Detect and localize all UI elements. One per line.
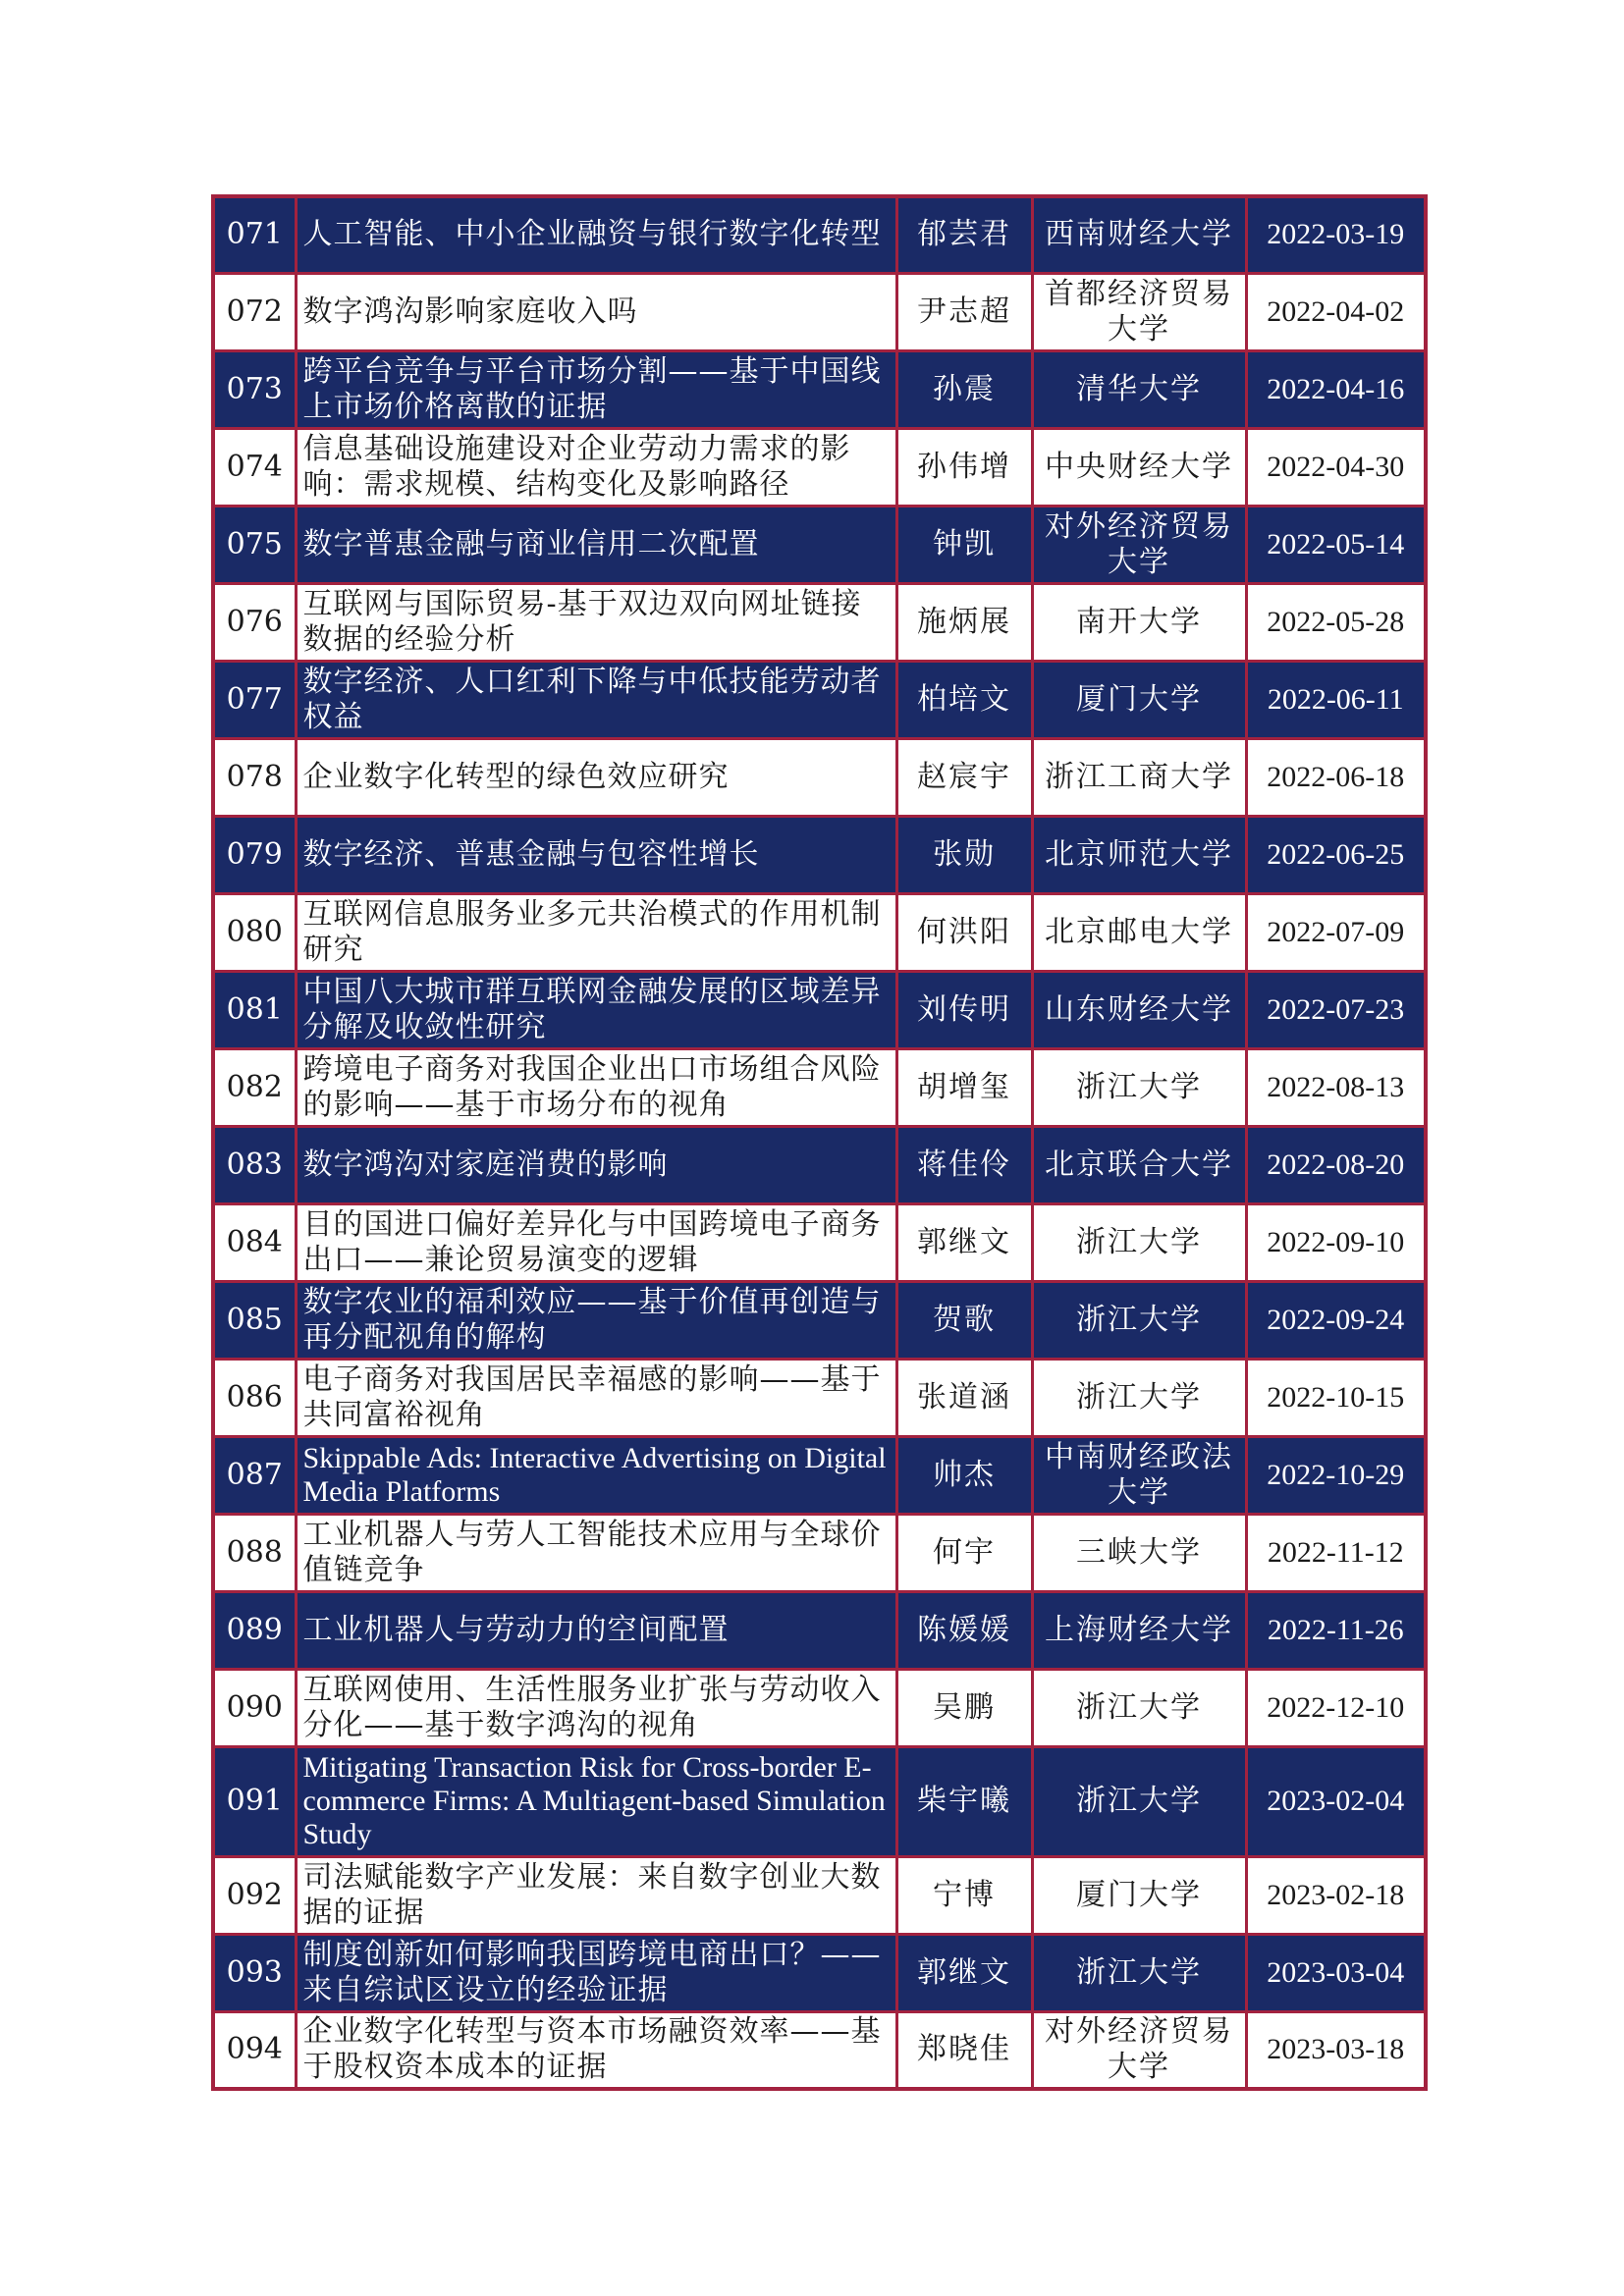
table-row bbox=[213, 273, 1426, 350]
serial-number: 089 bbox=[213, 1591, 296, 1669]
presentation-date: 2022-11-12 bbox=[1246, 1514, 1426, 1591]
serial-number: 092 bbox=[213, 1856, 296, 1934]
presentation-date: 2022-06-25 bbox=[1246, 816, 1426, 893]
table-row bbox=[213, 1934, 1426, 2011]
institution-name: 南开大学 bbox=[1032, 583, 1246, 661]
paper-title: 人工智能、中小企业融资与银行数字化转型 bbox=[296, 196, 896, 273]
paper-title: Mitigating Transaction Risk for Cross-border E-commerce Firms: A Multiagent-based Simulation Study bbox=[296, 1746, 896, 1856]
serial-number: 082 bbox=[213, 1048, 296, 1126]
paper-title: 工业机器人与劳人工智能技术应用与全球价值链竞争 bbox=[296, 1514, 896, 1591]
presentation-date: 2022-10-15 bbox=[1246, 1359, 1426, 1436]
author-name: 张道涵 bbox=[896, 1359, 1032, 1436]
table-row bbox=[213, 196, 1426, 273]
serial-number: 077 bbox=[213, 661, 296, 738]
institution-name: 西南财经大学 bbox=[1032, 196, 1246, 273]
serial-number: 078 bbox=[213, 738, 296, 816]
table-row bbox=[213, 1203, 1426, 1281]
presentation-date: 2022-09-24 bbox=[1246, 1281, 1426, 1359]
serial-number: 072 bbox=[213, 273, 296, 350]
table-row bbox=[213, 583, 1426, 661]
table-row bbox=[213, 738, 1426, 816]
institution-name: 浙江大学 bbox=[1032, 1359, 1246, 1436]
table-row bbox=[213, 1669, 1426, 1746]
table-row bbox=[213, 428, 1426, 506]
institution-name: 中南财经政法大学 bbox=[1032, 1436, 1246, 1514]
table-row bbox=[213, 1436, 1426, 1514]
table-row bbox=[213, 971, 1426, 1048]
paper-title: 跨平台竞争与平台市场分割——基于中国线上市场价格离散的证据 bbox=[296, 350, 896, 428]
paper-title: 数字农业的福利效应——基于价值再创造与再分配视角的解构 bbox=[296, 1281, 896, 1359]
author-name: 蒋佳伶 bbox=[896, 1126, 1032, 1203]
author-name: 孙震 bbox=[896, 350, 1032, 428]
serial-number: 094 bbox=[213, 2011, 296, 2089]
institution-name: 浙江大学 bbox=[1032, 1746, 1246, 1856]
author-name: 何宇 bbox=[896, 1514, 1032, 1591]
paper-title: 中国八大城市群互联网金融发展的区域差异分解及收敛性研究 bbox=[296, 971, 896, 1048]
presentation-date: 2022-12-10 bbox=[1246, 1669, 1426, 1746]
serial-number: 093 bbox=[213, 1934, 296, 2011]
author-name: 贺歌 bbox=[896, 1281, 1032, 1359]
author-name: 张勋 bbox=[896, 816, 1032, 893]
institution-name: 对外经济贸易大学 bbox=[1032, 506, 1246, 583]
paper-schedule-table bbox=[211, 194, 1428, 2091]
institution-name: 浙江大学 bbox=[1032, 1048, 1246, 1126]
table-row bbox=[213, 893, 1426, 971]
table-row bbox=[213, 816, 1426, 893]
paper-title: 企业数字化转型与资本市场融资效率——基于股权资本成本的证据 bbox=[296, 2011, 896, 2089]
paper-title: 信息基础设施建设对企业劳动力需求的影响：需求规模、结构变化及影响路径 bbox=[296, 428, 896, 506]
institution-name: 厦门大学 bbox=[1032, 661, 1246, 738]
author-name: 郁芸君 bbox=[896, 196, 1032, 273]
presentation-date: 2022-06-11 bbox=[1246, 661, 1426, 738]
paper-title: 数字普惠金融与商业信用二次配置 bbox=[296, 506, 896, 583]
table-row bbox=[213, 1126, 1426, 1203]
institution-name: 三峡大学 bbox=[1032, 1514, 1246, 1591]
paper-title: 司法赋能数字产业发展：来自数字创业大数据的证据 bbox=[296, 1856, 896, 1934]
paper-title: 互联网使用、生活性服务业扩张与劳动收入分化——基于数字鸿沟的视角 bbox=[296, 1669, 896, 1746]
author-name: 钟凯 bbox=[896, 506, 1032, 583]
serial-number: 071 bbox=[213, 196, 296, 273]
serial-number: 074 bbox=[213, 428, 296, 506]
paper-title: 数字鸿沟对家庭消费的影响 bbox=[296, 1126, 896, 1203]
presentation-date: 2023-02-04 bbox=[1246, 1746, 1426, 1856]
presentation-date: 2023-03-18 bbox=[1246, 2011, 1426, 2089]
author-name: 柴宇曦 bbox=[896, 1746, 1032, 1856]
institution-name: 山东财经大学 bbox=[1032, 971, 1246, 1048]
presentation-date: 2022-08-20 bbox=[1246, 1126, 1426, 1203]
paper-title: 数字经济、普惠金融与包容性增长 bbox=[296, 816, 896, 893]
table-row bbox=[213, 1591, 1426, 1669]
table-row bbox=[213, 661, 1426, 738]
institution-name: 浙江工商大学 bbox=[1032, 738, 1246, 816]
institution-name: 清华大学 bbox=[1032, 350, 1246, 428]
presentation-date: 2022-05-28 bbox=[1246, 583, 1426, 661]
serial-number: 079 bbox=[213, 816, 296, 893]
table-row bbox=[213, 1048, 1426, 1126]
table-row bbox=[213, 1856, 1426, 1934]
presentation-date: 2022-04-16 bbox=[1246, 350, 1426, 428]
author-name: 赵宸宇 bbox=[896, 738, 1032, 816]
paper-title: 制度创新如何影响我国跨境电商出口？——来自综试区设立的经验证据 bbox=[296, 1934, 896, 2011]
author-name: 柏培文 bbox=[896, 661, 1032, 738]
paper-title: 互联网信息服务业多元共治模式的作用机制研究 bbox=[296, 893, 896, 971]
paper-title: 数字经济、人口红利下降与中低技能劳动者权益 bbox=[296, 661, 896, 738]
author-name: 胡增玺 bbox=[896, 1048, 1032, 1126]
presentation-date: 2023-03-04 bbox=[1246, 1934, 1426, 2011]
institution-name: 对外经济贸易大学 bbox=[1032, 2011, 1246, 2089]
paper-title: 工业机器人与劳动力的空间配置 bbox=[296, 1591, 896, 1669]
table-row bbox=[213, 1281, 1426, 1359]
presentation-date: 2022-04-02 bbox=[1246, 273, 1426, 350]
presentation-date: 2022-11-26 bbox=[1246, 1591, 1426, 1669]
table-row bbox=[213, 1514, 1426, 1591]
author-name: 陈媛媛 bbox=[896, 1591, 1032, 1669]
table-row bbox=[213, 1359, 1426, 1436]
author-name: 刘传明 bbox=[896, 971, 1032, 1048]
serial-number: 091 bbox=[213, 1746, 296, 1856]
institution-name: 浙江大学 bbox=[1032, 1203, 1246, 1281]
serial-number: 075 bbox=[213, 506, 296, 583]
table-row bbox=[213, 1746, 1426, 1856]
presentation-date: 2022-09-10 bbox=[1246, 1203, 1426, 1281]
serial-number: 086 bbox=[213, 1359, 296, 1436]
author-name: 郑晓佳 bbox=[896, 2011, 1032, 2089]
institution-name: 北京师范大学 bbox=[1032, 816, 1246, 893]
serial-number: 083 bbox=[213, 1126, 296, 1203]
presentation-date: 2022-05-14 bbox=[1246, 506, 1426, 583]
paper-title: 目的国进口偏好差异化与中国跨境电子商务出口——兼论贸易演变的逻辑 bbox=[296, 1203, 896, 1281]
paper-title: Skippable Ads: Interactive Advertising on Digital Media Platforms bbox=[296, 1436, 896, 1514]
serial-number: 080 bbox=[213, 893, 296, 971]
institution-name: 厦门大学 bbox=[1032, 1856, 1246, 1934]
table-row bbox=[213, 506, 1426, 583]
author-name: 郭继文 bbox=[896, 1203, 1032, 1281]
presentation-date: 2022-10-29 bbox=[1246, 1436, 1426, 1514]
table-body bbox=[213, 196, 1426, 2089]
paper-title: 数字鸿沟影响家庭收入吗 bbox=[296, 273, 896, 350]
author-name: 帅杰 bbox=[896, 1436, 1032, 1514]
institution-name: 北京联合大学 bbox=[1032, 1126, 1246, 1203]
presentation-date: 2022-07-09 bbox=[1246, 893, 1426, 971]
author-name: 施炳展 bbox=[896, 583, 1032, 661]
serial-number: 081 bbox=[213, 971, 296, 1048]
paper-title: 互联网与国际贸易-基于双边双向网址链接数据的经验分析 bbox=[296, 583, 896, 661]
serial-number: 088 bbox=[213, 1514, 296, 1591]
author-name: 郭继文 bbox=[896, 1934, 1032, 2011]
serial-number: 084 bbox=[213, 1203, 296, 1281]
serial-number: 073 bbox=[213, 350, 296, 428]
author-name: 尹志超 bbox=[896, 273, 1032, 350]
presentation-date: 2022-07-23 bbox=[1246, 971, 1426, 1048]
institution-name: 北京邮电大学 bbox=[1032, 893, 1246, 971]
paper-title: 企业数字化转型的绿色效应研究 bbox=[296, 738, 896, 816]
institution-name: 中央财经大学 bbox=[1032, 428, 1246, 506]
institution-name: 浙江大学 bbox=[1032, 1669, 1246, 1746]
paper-title: 电子商务对我国居民幸福感的影响——基于共同富裕视角 bbox=[296, 1359, 896, 1436]
presentation-date: 2022-04-30 bbox=[1246, 428, 1426, 506]
institution-name: 上海财经大学 bbox=[1032, 1591, 1246, 1669]
institution-name: 首都经济贸易大学 bbox=[1032, 273, 1246, 350]
serial-number: 076 bbox=[213, 583, 296, 661]
author-name: 孙伟增 bbox=[896, 428, 1032, 506]
presentation-date: 2022-08-13 bbox=[1246, 1048, 1426, 1126]
presentation-date: 2022-06-18 bbox=[1246, 738, 1426, 816]
serial-number: 085 bbox=[213, 1281, 296, 1359]
author-name: 宁博 bbox=[896, 1856, 1032, 1934]
presentation-date: 2022-03-19 bbox=[1246, 196, 1426, 273]
author-name: 何洪阳 bbox=[896, 893, 1032, 971]
institution-name: 浙江大学 bbox=[1032, 1281, 1246, 1359]
author-name: 吴鹏 bbox=[896, 1669, 1032, 1746]
table-row bbox=[213, 2011, 1426, 2089]
presentation-date: 2023-02-18 bbox=[1246, 1856, 1426, 1934]
serial-number: 087 bbox=[213, 1436, 296, 1514]
table-row bbox=[213, 350, 1426, 428]
paper-title: 跨境电子商务对我国企业出口市场组合风险的影响——基于市场分布的视角 bbox=[296, 1048, 896, 1126]
serial-number: 090 bbox=[213, 1669, 296, 1746]
institution-name: 浙江大学 bbox=[1032, 1934, 1246, 2011]
